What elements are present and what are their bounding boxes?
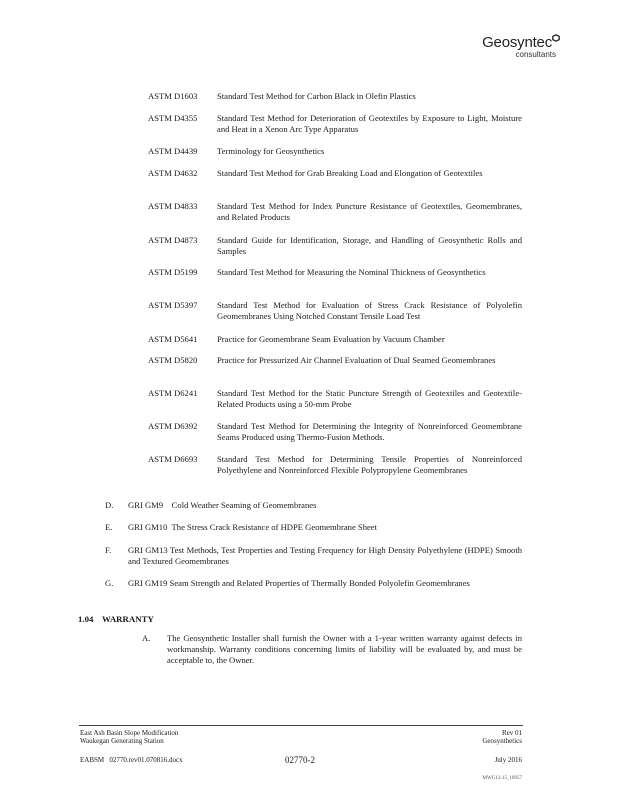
standard-code: ASTM D4632 xyxy=(148,168,198,178)
standard-title: Standard Guide for Identification, Storage, and Handling of Geosynthetic Rolls and Samples xyxy=(217,235,522,257)
standard-item xyxy=(148,334,522,345)
gri-letter: E. xyxy=(105,522,113,532)
section-heading xyxy=(78,614,154,624)
standard-item xyxy=(148,201,522,223)
standard-title: Standard Test Method for Carbon Black in Olefin Plastics xyxy=(217,91,416,101)
section-title: WARRANTY xyxy=(102,614,154,624)
footer-rule xyxy=(79,725,523,726)
warranty-text: The Geosynthetic Installer shall furnish the Owner with a 1-year written warranty against defects in workmanship. Warranty conditions concerning limits of liability will be evaluated by, and must be acceptable to, the Owner. xyxy=(167,633,522,666)
warranty-paragraph xyxy=(142,633,522,667)
footer-revision: Rev 01 xyxy=(501,729,522,737)
footer-date: July 2016 xyxy=(494,756,522,764)
standard-item xyxy=(148,146,522,157)
standard-item xyxy=(148,113,522,135)
standard-title: Standard Test Method for Evaluation of Stress Crack Resistance of Polyolefin Geomembranes Using Notched Constant Tensile Load Test xyxy=(217,300,522,322)
standard-item xyxy=(148,421,522,443)
gri-item xyxy=(105,545,522,567)
company-logo xyxy=(482,34,560,59)
standard-item xyxy=(148,91,522,102)
bates-number: MWG13-15_18957 xyxy=(482,776,522,781)
standard-title: Standard Test Method for Measuring the Nominal Thickness of Geosynthetics xyxy=(217,267,486,277)
gri-text: GRI GM19 Seam Strength and Related Properties of Thermally Bonded Polyolefin Geomembranes xyxy=(128,578,470,588)
gri-text: GRI GM13 Test Methods, Test Properties and Testing Frequency for High Density Polyethylene (HDPE) Smooth and Textured Geomembranes xyxy=(128,545,522,567)
footer-project: East Ash Basin Slope Modification xyxy=(80,729,179,737)
gri-item xyxy=(105,500,522,511)
footer-section: Geosynthetics xyxy=(482,737,522,745)
standard-item xyxy=(148,388,522,410)
standard-code: ASTM D5820 xyxy=(148,355,198,365)
standard-item xyxy=(148,235,522,257)
standard-code: ASTM D6241 xyxy=(148,388,198,398)
standard-code: ASTM D4833 xyxy=(148,201,198,211)
standard-title: Standard Test Method for Determining the Integrity of Nonreinforced Geomembrane Seams Produced using Thermo-Fusion Methods. xyxy=(217,421,522,443)
footer-filename: EABSM 02770.rev01.070816.docx xyxy=(80,756,183,764)
gri-text: GRI GM9 Cold Weather Seaming of Geomembranes xyxy=(128,500,317,510)
gri-text: GRI GM10 The Stress Crack Resistance of HDPE Geomembrane Sheet xyxy=(128,522,378,532)
standard-title: Practice for Geomembrane Seam Evaluation by Vacuum Chamber xyxy=(217,334,445,344)
standard-item xyxy=(148,267,522,278)
standard-title: Standard Test Method for Grab Breaking Load and Elongation of Geotextiles xyxy=(217,168,483,178)
standard-code: ASTM D4439 xyxy=(148,146,198,156)
standard-item xyxy=(148,168,522,179)
standard-item xyxy=(148,355,522,366)
standard-title: Standard Test Method for Determining Tensile Properties of Nonreinforced Polyethylene and Nonreinforced Flexible Polypropylene Geomembranes xyxy=(217,454,522,476)
logo-sub: consultants xyxy=(515,50,556,59)
logo-mark-icon xyxy=(552,34,560,42)
standard-code: ASTM D5199 xyxy=(148,267,198,277)
gri-letter: G. xyxy=(105,578,114,588)
standard-code: ASTM D1603 xyxy=(148,91,198,101)
warranty-letter: A. xyxy=(142,633,151,643)
standard-code: ASTM D6392 xyxy=(148,421,198,431)
standard-code: ASTM D6693 xyxy=(148,454,198,464)
section-number: 1.04 xyxy=(78,614,94,624)
standard-title: Standard Test Method for Deterioration of Geotextiles by Exposure to Light, Moisture and Heat in a Xenon Arc Type Apparatus xyxy=(217,113,522,135)
standard-code: ASTM D5397 xyxy=(148,300,198,310)
standard-title: Standard Test Method for Index Puncture Resistance of Geotextiles, Geomembranes, and Related Products xyxy=(217,201,522,223)
gri-letter: F. xyxy=(105,545,112,555)
standard-title: Terminology for Geosynthetics xyxy=(217,146,325,156)
footer-site: Waukegan Generating Station xyxy=(80,737,164,745)
standard-title: Standard Test Method for the Static Puncture Strength of Geotextiles and Geotextile-Related Products using a 50-mm Probe xyxy=(217,388,522,410)
standard-title: Practice for Pressurized Air Channel Evaluation of Dual Seamed Geomembranes xyxy=(217,355,496,365)
gri-item xyxy=(105,578,522,589)
standard-code: ASTM D4355 xyxy=(148,113,198,123)
standard-code: ASTM D4873 xyxy=(148,235,198,245)
standard-item xyxy=(148,454,522,476)
standard-code: ASTM D5641 xyxy=(148,334,198,344)
gri-item xyxy=(105,522,522,533)
standard-item xyxy=(148,300,522,322)
gri-letter: D. xyxy=(105,500,114,510)
page-number: 02770-2 xyxy=(285,755,315,765)
logo-name: Geosyntec xyxy=(482,34,560,51)
